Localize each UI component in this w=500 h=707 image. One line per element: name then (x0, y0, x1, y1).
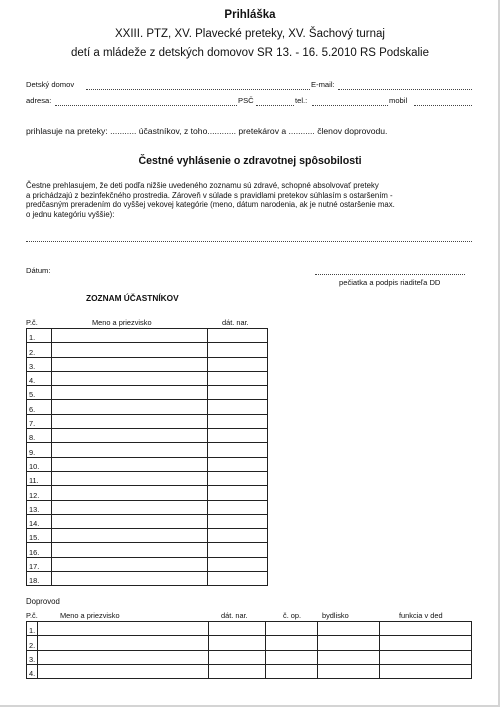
escort-col-dob: dát. nar. (221, 611, 248, 620)
participant-row (27, 486, 268, 500)
detsky-domov-label: Detský domov (26, 80, 75, 89)
participant-row (27, 386, 268, 400)
mobil-label: mobil (389, 96, 408, 105)
participant-name-cell[interactable] (51, 514, 207, 528)
escort-heading: Doprovod (26, 597, 60, 606)
escort-dob-cell[interactable] (208, 664, 266, 678)
participant-row (27, 529, 268, 543)
escort-col-pc: P.č. (26, 611, 38, 620)
tel-field[interactable] (312, 105, 388, 106)
escort-table (26, 621, 472, 679)
participant-dob-cell[interactable] (208, 486, 268, 500)
participant-dob-cell[interactable] (208, 457, 268, 471)
escort-function-cell[interactable] (380, 636, 472, 650)
row-number: 17. (27, 557, 52, 571)
participant-row (27, 414, 268, 428)
participant-dob-cell[interactable] (208, 357, 268, 371)
row-number: 3. (27, 650, 38, 664)
declaration-line: o jednu kategóriu vyššie): (26, 209, 115, 219)
row-number: 4. (27, 664, 38, 678)
row-number: 5. (27, 386, 52, 400)
event-name: XXIII. PTZ, XV. Plavecké preteky, XV. Šachový turnaj (115, 28, 385, 40)
escort-row (27, 650, 472, 664)
participant-dob-cell[interactable] (208, 343, 268, 357)
row-number: 15. (27, 529, 52, 543)
escort-col-id: č. op. (283, 611, 302, 620)
escort-dob-cell[interactable] (208, 636, 266, 650)
declaration-text (26, 181, 476, 219)
declaration-line: predčasným preradením do vyššej vekovej kategórie (meno, dátum narodenia, ak je nutné ostaršenie max. (26, 200, 395, 210)
participant-row (27, 572, 268, 586)
participant-dob-cell[interactable] (208, 557, 268, 571)
participant-dob-cell[interactable] (208, 414, 268, 428)
participant-name-cell[interactable] (51, 414, 207, 428)
participant-row (27, 371, 268, 385)
escort-residence-cell[interactable] (318, 622, 380, 636)
declaration-heading: Čestné vyhlásenie o zdravotnej spôsobilosti (138, 155, 362, 167)
escort-dob-cell[interactable] (208, 650, 266, 664)
participant-name-cell[interactable] (51, 529, 207, 543)
row-number: 12. (27, 486, 52, 500)
escort-residence-cell[interactable] (318, 636, 380, 650)
participant-name-cell[interactable] (51, 400, 207, 414)
col-header-dob: dát. nar. (222, 318, 249, 327)
participant-name-cell[interactable] (51, 371, 207, 385)
row-number: 14. (27, 514, 52, 528)
row-number: 1. (27, 622, 38, 636)
psc-label: PSČ (238, 96, 254, 105)
escort-residence-cell[interactable] (318, 664, 380, 678)
row-number: 16. (27, 543, 52, 557)
row-number: 13. (27, 500, 52, 514)
email-field[interactable] (338, 89, 472, 90)
row-number: 8. (27, 429, 52, 443)
participant-name-cell[interactable] (51, 557, 207, 571)
email-label: E-mail: (311, 80, 335, 89)
escort-residence-cell[interactable] (318, 650, 380, 664)
row-number: 11. (27, 471, 52, 485)
participant-row (27, 514, 268, 528)
participant-name-cell[interactable] (51, 486, 207, 500)
participant-dob-cell[interactable] (208, 400, 268, 414)
participant-row (27, 329, 268, 343)
declaration-line: Čestne prehlasujem, že deti podľa nižšie uvedeného zoznamu sú zdravé, schopné absolvovať preteky (26, 181, 379, 190)
tel-label: tel.: (295, 96, 308, 105)
datum-label: Dátum: (26, 266, 51, 275)
escort-id-cell[interactable] (266, 650, 318, 664)
row-number: 9. (27, 443, 52, 457)
escort-id-cell[interactable] (266, 636, 318, 650)
row-number: 6. (27, 400, 52, 414)
participant-dob-cell[interactable] (208, 371, 268, 385)
form-title: Prihláška (224, 9, 276, 21)
row-number: 1. (27, 329, 52, 343)
participant-row (27, 400, 268, 414)
escort-name-cell[interactable] (37, 650, 208, 664)
col-header-name: Meno a priezvisko (92, 318, 152, 327)
escort-row (27, 664, 472, 678)
participant-name-cell[interactable] (51, 443, 207, 457)
row-number: 7. (27, 414, 52, 428)
escort-name-cell[interactable] (37, 636, 208, 650)
escort-function-cell[interactable] (380, 664, 472, 678)
escort-col-residence: bydlisko (322, 611, 349, 620)
escort-row (27, 622, 472, 636)
participant-name-cell[interactable] (51, 343, 207, 357)
escort-id-cell[interactable] (266, 664, 318, 678)
escort-id-cell[interactable] (266, 622, 318, 636)
participant-row (27, 543, 268, 557)
participant-row (27, 357, 268, 371)
participant-row (27, 557, 268, 571)
participant-name-cell[interactable] (51, 329, 207, 343)
participant-dob-cell[interactable] (208, 471, 268, 485)
row-number: 2. (27, 636, 38, 650)
participant-dob-cell[interactable] (208, 386, 268, 400)
escort-row (27, 636, 472, 650)
mobil-field[interactable] (414, 105, 472, 106)
psc-field[interactable] (256, 105, 294, 106)
participant-row (27, 343, 268, 357)
participant-name-cell[interactable] (51, 572, 207, 586)
row-number: 18. (27, 572, 52, 586)
participant-name-cell[interactable] (51, 500, 207, 514)
declaration-line: a prichádzajú z bezinfekčného prostredia. Zároveň v súlade s pravidlami pretekov súhlasím s ostaršením - (26, 190, 393, 200)
participant-name-cell[interactable] (51, 357, 207, 371)
participant-dob-cell[interactable] (208, 443, 268, 457)
participant-name-cell[interactable] (51, 429, 207, 443)
participant-dob-cell[interactable] (208, 500, 268, 514)
adresa-field[interactable] (55, 105, 237, 106)
participant-name-cell[interactable] (51, 457, 207, 471)
participant-dob-cell[interactable] (208, 543, 268, 557)
event-details: detí a mládeže z detských domovov SR 13. - 16. 5.2010 RS Podskalie (71, 47, 429, 59)
participant-dob-cell[interactable] (208, 572, 268, 586)
participant-dob-cell[interactable] (208, 529, 268, 543)
participant-row (27, 500, 268, 514)
col-header-pc: P.č. (26, 318, 38, 327)
signature-field[interactable] (315, 274, 465, 275)
participant-row (27, 471, 268, 485)
row-number: 3. (27, 357, 52, 371)
participant-row (27, 429, 268, 443)
participants-heading: ZOZNAM ÚČASTNÍKOV (86, 293, 179, 303)
escort-dob-cell[interactable] (208, 622, 266, 636)
row-number: 10. (27, 457, 52, 471)
escort-name-cell[interactable] (37, 664, 208, 678)
participants-table (26, 328, 268, 586)
detsky-domov-field[interactable] (86, 89, 310, 90)
escort-col-name: Meno a priezvisko (60, 611, 120, 620)
escort-function-cell[interactable] (380, 622, 472, 636)
participant-dob-cell[interactable] (208, 514, 268, 528)
signature-label: pečiatka a podpis riaditeľa DD (339, 278, 441, 287)
participant-name-cell[interactable] (51, 543, 207, 557)
participant-name-cell[interactable] (51, 471, 207, 485)
participant-row (27, 457, 268, 471)
participant-dob-cell[interactable] (208, 429, 268, 443)
row-number: 4. (27, 371, 52, 385)
escort-col-function: funkcia v ded (399, 611, 443, 620)
prihlasuje-text: prihlasuje na preteky: ........... účastníkov, z toho............ pretekárov a ........... členov doprovodu. (26, 126, 388, 136)
row-number: 2. (27, 343, 52, 357)
adresa-label: adresa: (26, 96, 52, 105)
participant-row (27, 443, 268, 457)
participant-dob-cell[interactable] (208, 329, 268, 343)
escort-function-cell[interactable] (380, 650, 472, 664)
participant-name-cell[interactable] (51, 386, 207, 400)
declaration-field[interactable] (26, 241, 472, 242)
escort-name-cell[interactable] (37, 622, 208, 636)
